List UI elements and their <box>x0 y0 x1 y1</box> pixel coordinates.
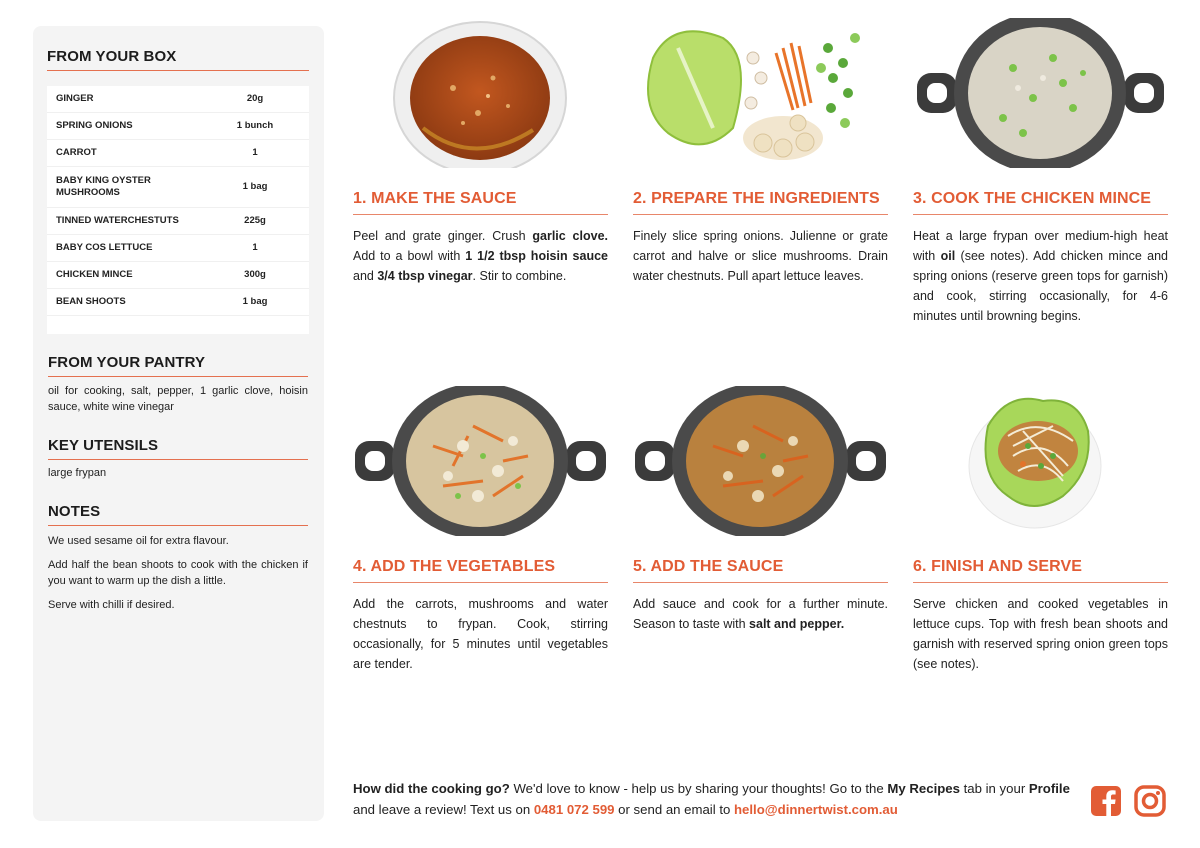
table-spacer <box>47 316 309 335</box>
step-text: and <box>353 269 378 283</box>
footer-text: tab in your <box>959 781 1029 796</box>
step-title: 2. PREPARE THE INGREDIENTS <box>633 190 888 215</box>
ingredients-table <box>47 86 309 334</box>
footer-text: or send an email to <box>614 802 734 817</box>
ingredient-name: BEAN SHOOTS <box>47 289 201 316</box>
feedback-footer <box>353 778 1083 820</box>
ingredient-row <box>47 86 309 113</box>
step-text: Heat a large frypan over medium-high heat with <box>913 229 1168 263</box>
footer-text: We'd love to know - help us by sharing your thoughts! Go to the <box>509 781 888 796</box>
footer-text: and leave a review! Text us on <box>353 802 534 817</box>
step-description <box>353 594 608 674</box>
step-text: Add to a bowl with <box>353 249 466 263</box>
my-recipes-label: My Recipes <box>887 781 960 796</box>
step-title: 6. FINISH AND SERVE <box>913 558 1168 583</box>
ingredient-name: BABY KING OYSTER MUSHROOMS <box>47 167 201 208</box>
step-text: Add the carrots, mushrooms and water chestnuts to frypan. Cook, stirring occasionally, for 5 minutes until vegetables are tender. <box>353 597 608 671</box>
step-text: Add sauce and cook for a further minute. Season to taste with <box>633 597 888 631</box>
lettuce-cups-photo <box>913 386 1168 536</box>
sauced-pan-photo <box>633 386 888 536</box>
step-description <box>633 226 888 286</box>
vegetables-pan-photo <box>353 386 608 536</box>
key-utensils-heading: KEY UTENSILS <box>48 437 308 460</box>
profile-label: Profile <box>1028 781 1070 796</box>
ingredient-row <box>47 289 309 316</box>
ingredient-row <box>47 167 309 208</box>
chicken-mince-pan-photo <box>913 18 1168 168</box>
prepared-ingredients-photo <box>633 18 888 168</box>
instagram-icon[interactable] <box>1134 785 1166 817</box>
phone-link[interactable]: 0481 072 599 <box>533 802 615 817</box>
step-text: Finely slice spring onions. Julienne or grate carrot and halve or slice mushrooms. Drain water chestnuts. Pull apart lettuce leaves. <box>633 229 888 283</box>
ingredient-qty: 1 bag <box>201 289 309 316</box>
highlighted-ingredient: salt and pepper. <box>749 617 845 631</box>
ingredient-qty: 225g <box>201 208 309 235</box>
notes-list <box>48 533 308 621</box>
note-item: Add half the bean shoots to cook with the chicken if you want to warm up the dish a little. <box>48 559 308 587</box>
ingredient-qty: 1 <box>201 140 309 167</box>
ingredient-row <box>47 235 309 262</box>
facebook-icon[interactable] <box>1090 785 1122 817</box>
step-title: 3. COOK THE CHICKEN MINCE <box>913 190 1168 215</box>
from-your-box-heading: FROM YOUR BOX <box>47 48 309 71</box>
ingredient-name: TINNED WATERCHESTUTS <box>47 208 201 235</box>
ingredient-row <box>47 262 309 289</box>
feedback-question: How did the cooking go? <box>353 781 510 796</box>
note-item: We used sesame oil for extra flavour. <box>48 535 229 547</box>
email-link[interactable]: hello@dinnertwist.com.au <box>734 802 898 817</box>
from-your-pantry-heading: FROM YOUR PANTRY <box>48 354 308 377</box>
ingredient-name: BABY COS LETTUCE <box>47 235 201 262</box>
step-text: Serve chicken and cooked vegetables in lettuce cups. Top with fresh bean shoots and garnish with reserved spring onion green tops (see notes). <box>913 597 1168 671</box>
ingredient-qty: 20g <box>201 86 309 113</box>
step-text: Peel and grate ginger. Crush <box>353 229 533 243</box>
step-title: 4. ADD THE VEGETABLES <box>353 558 608 583</box>
ingredient-qty: 300g <box>201 262 309 289</box>
step-1 <box>353 18 608 286</box>
highlighted-ingredient: 1 1/2 tbsp hoisin sauce <box>465 249 608 263</box>
step-title: 5. ADD THE SAUCE <box>633 558 888 583</box>
notes-heading: NOTES <box>48 503 308 526</box>
step-description <box>353 226 608 286</box>
ingredient-name: GINGER <box>47 86 201 113</box>
step-text: . Stir to combine. <box>472 269 567 283</box>
ingredient-qty: 1 bag <box>201 167 309 208</box>
ingredients-sidebar <box>33 26 324 821</box>
ingredient-name: SPRING ONIONS <box>47 113 201 140</box>
step-5 <box>633 386 888 634</box>
ingredient-qty: 1 bunch <box>201 113 309 140</box>
step-title: 1. MAKE THE SAUCE <box>353 190 608 215</box>
step-text: (see notes). Add chicken mince and spring onions (reserve green tops for garnish) and cook, stirring occasionally, for 4-6 minutes until browning begins. <box>913 249 1168 323</box>
highlighted-ingredient: garlic clove. <box>532 229 608 243</box>
pantry-text: oil for cooking, salt, pepper, 1 garlic clove, hoisin sauce, white wine vinegar <box>48 385 308 413</box>
ingredient-row <box>47 140 309 167</box>
step-4 <box>353 386 608 674</box>
utensils-text: large frypan <box>48 467 107 479</box>
highlighted-ingredient: 3/4 tbsp vinegar <box>377 269 473 283</box>
step-6 <box>913 386 1168 674</box>
step-description <box>913 594 1168 674</box>
ingredient-row <box>47 208 309 235</box>
ingredient-row <box>47 113 309 140</box>
note-item: Serve with chilli if desired. <box>48 599 175 611</box>
ingredient-qty: 1 <box>201 235 309 262</box>
step-2 <box>633 18 888 286</box>
ingredient-name: CHICKEN MINCE <box>47 262 201 289</box>
step-3 <box>913 18 1168 326</box>
step-description <box>633 594 888 634</box>
ingredient-name: CARROT <box>47 140 201 167</box>
sauce-bowl-photo <box>353 18 608 168</box>
highlighted-ingredient: oil <box>940 249 956 263</box>
step-description <box>913 226 1168 326</box>
